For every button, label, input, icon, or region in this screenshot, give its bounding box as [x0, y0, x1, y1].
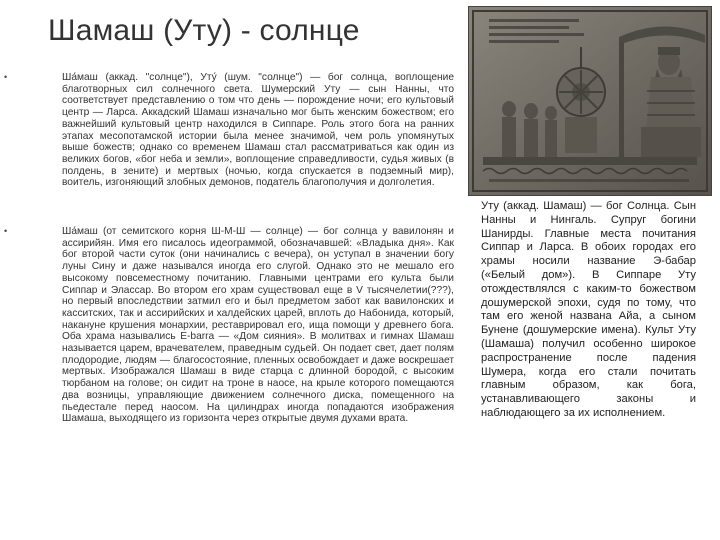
relief-illustration	[469, 7, 711, 195]
slide-title: Шамаш (Уту) - солнце	[48, 14, 360, 47]
side-description: Уту (аккад. Шамаш) — бог Солнца. Сын Нанны и Нингаль. Супруг богини Шанирды. Главные места почитания Сиппар и Ларса. В обоих городах его храмы носили название Э-бабар («Белый дом»). В Сиппаре Уту отождествлялся с каким-то божеством дошумерской эпохи, судя по тому, что там его женой названа Айа, а сыном Бунене (дошумерские имена). Культ Уту (Шамаша) получил особенно широкое распространение после падения Шумера, когда его стали почитать главным образом, как бога, устанавливающего законы и наблюдающего за их исполнением.	[481, 200, 696, 419]
shamash-relief-image	[468, 6, 712, 196]
bullet-text: Ша́маш (аккад. "солнце"), Уту́ (шум. "солнце") — бог солнца, воплощение благотворных сил солнечного света. Шумерский Уту — сын Нанны, что соответствует представлению о том что день — порождение ночи; его культовый центр — Ларса. Аккадский Шамаш изначально мог быть женским божеством; его важнейший культовый центр находился в Сиппаре. Роль этого бога на ранних этапах месопотамской истории была менее значимой, чем роль упомянутых выше божеств; однако со временем Шамаш стал рассматриваться как один из великих богов, «бог неба и земли», воплощение справедливости, судья живых (в полдень, в зените) и мертвых (ночью, когда спускается в подземный мир), воитель, изгоняющий злобных демонов, податель благополучия и долголетия.	[62, 72, 454, 189]
bullet-marker-icon: •	[4, 226, 8, 236]
bullet-marker-icon: •	[4, 72, 8, 82]
bullet-text: Ша́маш (от семитского корня Ш-М-Ш — солнце) — бог солнца у вавилонян и ассирийян. Имя его писалось идеограммой, обозначавшей: «Владыка дня». Как бог второй части суток (они начинались с вечера), он уступал в значении богу луны Сину и даже назывался иногда его слугой. Однако это не мешало его высокому повсеместному почитанию. Главными центрами его культа были Сиппар и Элассар. Во втором его храм существовал еще в V тысячелетии(???), но первый впоследствии затмил его и был предметом забот как вавилонских и касситских, так и ассирийских и халдейских царей, вплоть до Набонида, который, накануне крушения монархии, реставрировал его, ища помощи у древнего бога. Оба храма назывались E-barra — «Дом сияния». В молитвах и гимнах Шамаш называется царем, врачевателем, праведным судьей. Он подает свет, дает полям плодородие, людям — благосостояние, пленных освобождает и даже воскрешает мертвых. Изображался Шамаш в виде старца с длинной бородой, с высоким тюрбаном на голове; он сидит на троне в наосе, на крыле которого помещаются два возницы, управляющие движением солнечного диска, помещенного на пьедестале перед наосом. На цилиндрах иногда попадаются изображения Шамаша, выходящего из горизонта через открытые двумя духами врата.	[62, 226, 454, 425]
